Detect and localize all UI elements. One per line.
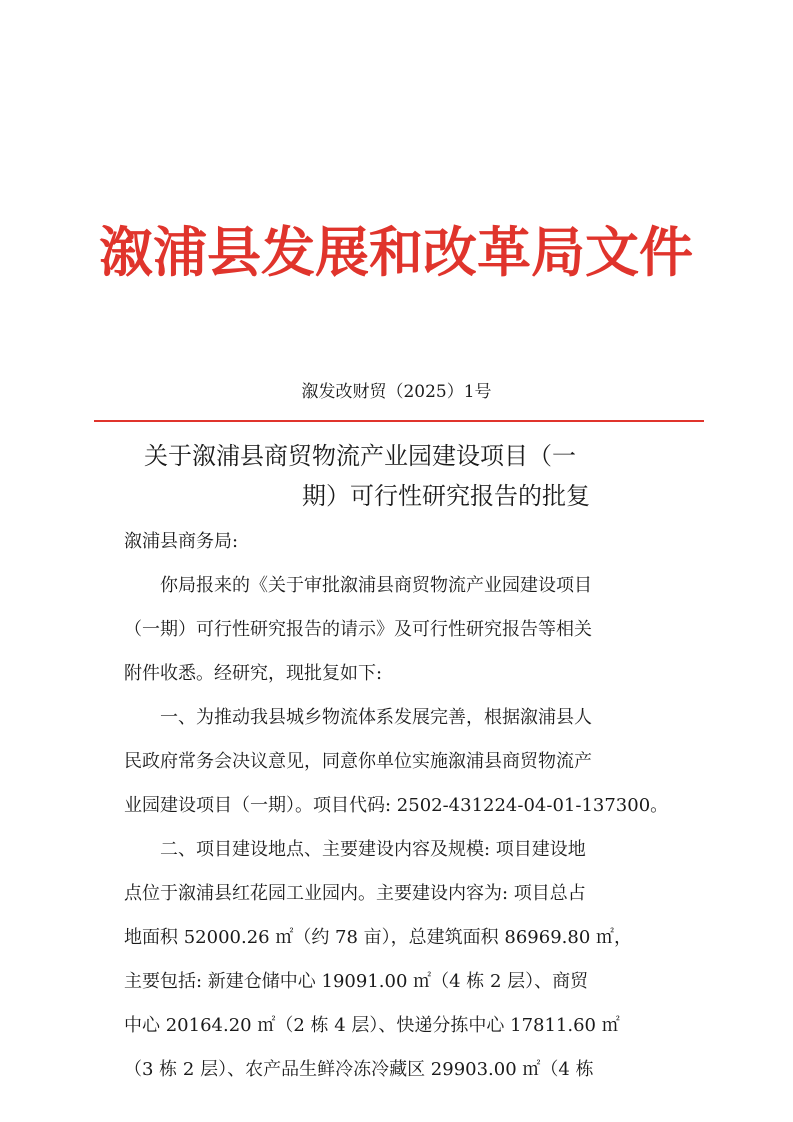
document-body	[124, 520, 690, 1092]
body-line: 业园建设项目（一期）。项目代码: 2502-431224-04-01-137300。	[124, 795, 669, 816]
document-number: 溆发改财贸（2025）1号	[301, 382, 492, 402]
body-line: （3 栋 2 层）、农产品生鲜冷冻冷藏区 29903.00 ㎡（4 栋	[124, 1059, 594, 1080]
body-line: 附件收悉。经研究，现批复如下:	[124, 663, 383, 684]
body-line: 一、为推动我县城乡物流体系发展完善，根据溆浦县人	[160, 707, 592, 728]
document-title	[96, 436, 706, 516]
body-line: 点位于溆浦县红花园工业园内。主要建设内容为: 项目总占	[124, 883, 586, 904]
red-divider-line	[94, 420, 704, 422]
body-line: 你局报来的《关于审批溆浦县商贸物流产业园建设项目	[160, 575, 592, 596]
body-line: 主要包括: 新建仓储中心 19091.00 ㎡（4 栋 2 层）、商贸	[124, 971, 589, 992]
body-line: 地面积 52000.26 ㎡（约 78 亩），总建筑面积 86969.80 ㎡，	[124, 927, 633, 948]
body-line: 中心 20164.20 ㎡（2 栋 4 层）、快递分拣中心 17811.60 ㎡	[124, 1015, 620, 1036]
title-line-2: 期）可行性研究报告的批复	[302, 482, 590, 510]
addressee: 溆浦县商务局:	[124, 531, 239, 552]
body-line: 二、项目建设地点、主要建设内容及规模: 项目建设地	[160, 839, 586, 860]
body-line: （一期）可行性研究报告的请示》及可行性研究报告等相关	[124, 619, 592, 640]
issuer-header: 溆浦县发展和改革局文件	[99, 220, 693, 284]
title-line-1: 关于溆浦县商贸物流产业园建设项目（一	[144, 442, 576, 470]
body-line: 民政府常务会决议意见，同意你单位实施溆浦县商贸物流产	[124, 751, 592, 772]
